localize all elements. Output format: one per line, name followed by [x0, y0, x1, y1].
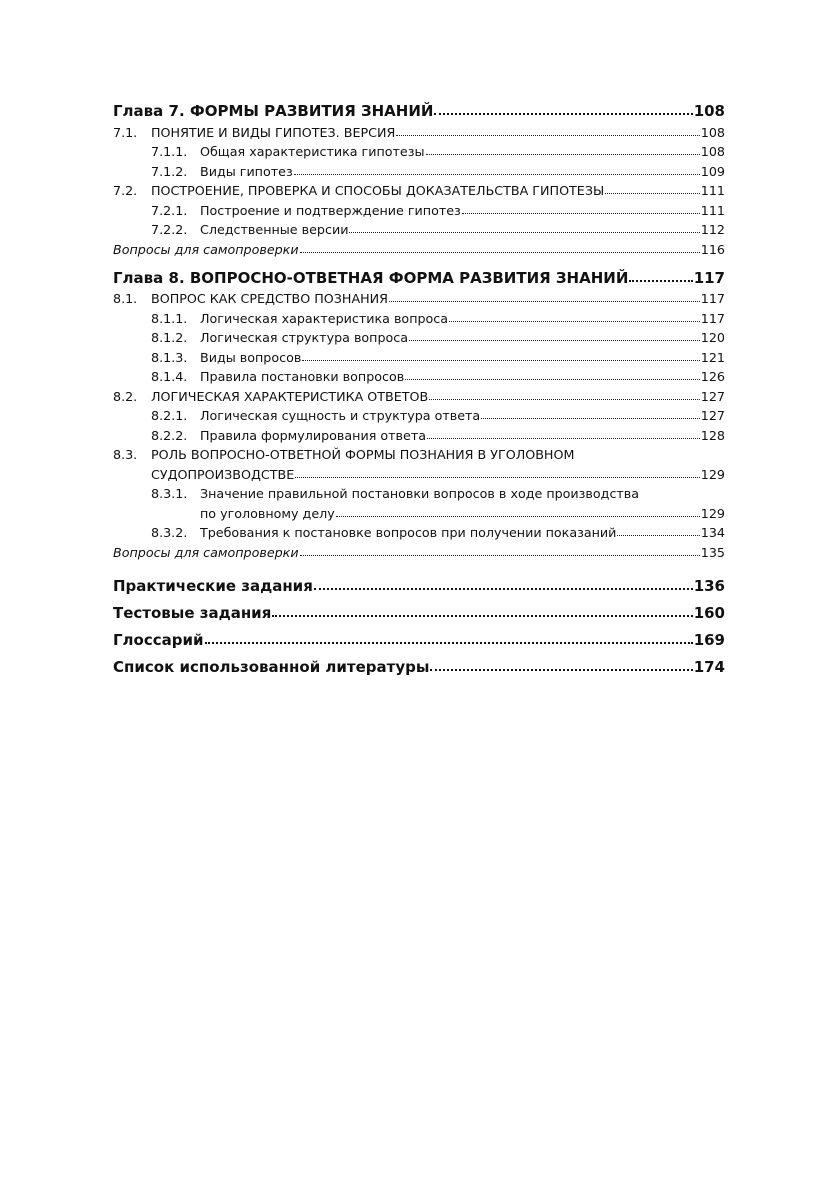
toc-subsection-7-2-2[interactable]	[113, 218, 725, 238]
toc-entry-title: Виды гипотез	[200, 163, 293, 179]
dot-leader	[429, 399, 700, 400]
dot-leader	[302, 360, 699, 361]
toc-subsection-7-1-1[interactable]	[113, 140, 725, 160]
toc-entry-number: 7.2.	[113, 183, 138, 198]
toc-subsection-8-1-4[interactable]	[113, 365, 725, 385]
dot-leader	[481, 418, 700, 419]
toc-page-number: 129	[700, 466, 725, 482]
toc-page-number: 108	[700, 124, 725, 140]
toc-entry-number: 8.1.4.	[151, 369, 188, 384]
toc-page-number: 117	[693, 268, 725, 287]
toc-page-number: 129	[700, 505, 725, 521]
toc-page-number: 135	[700, 544, 725, 560]
dot-leader	[300, 555, 700, 556]
dot-leader	[300, 252, 700, 253]
toc-page-number: 128	[700, 427, 725, 443]
toc-page-number: 108	[700, 144, 725, 159]
dot-leader	[295, 477, 700, 478]
dot-leader	[605, 193, 700, 194]
toc-page-number: 127	[700, 408, 725, 423]
toc-subsection-8-2-1[interactable]	[113, 404, 725, 424]
toc-page-number: 136	[693, 576, 725, 595]
toc-subsection-8-1-1[interactable]	[113, 306, 725, 326]
toc-page-number: 111	[700, 183, 725, 198]
toc-page-number: 108	[693, 102, 725, 120]
toc-entry-number: 7.2.1.	[151, 202, 188, 218]
toc-chapter-8[interactable]	[113, 263, 725, 287]
toc-subsection-8-1-2[interactable]	[113, 326, 725, 346]
dot-leader	[629, 280, 692, 282]
toc-page-number: 116	[700, 241, 725, 257]
toc-section-8-3[interactable]	[113, 443, 725, 482]
dot-leader	[427, 438, 700, 439]
toc-page-number: 126	[700, 369, 725, 384]
toc-entry-title: Правила постановки вопросов	[200, 369, 405, 384]
toc-entry-title: Логическая структура вопроса	[200, 330, 409, 345]
toc-page-number: 109	[700, 163, 725, 179]
toc-section-8-1[interactable]	[113, 287, 725, 307]
dot-leader	[272, 615, 692, 617]
dot-leader	[336, 516, 700, 517]
toc-section-7-1[interactable]	[113, 120, 725, 140]
toc-entry-number: 8.2.	[113, 388, 138, 404]
toc-page-number: 117	[700, 310, 725, 326]
toc-entry-number: 8.1.1.	[151, 310, 188, 326]
toc-entry-number: 8.1.2.	[151, 330, 188, 345]
dot-leader	[462, 213, 700, 214]
toc-subsection-8-2-2[interactable]	[113, 423, 725, 443]
toc-page-number: 127	[700, 388, 725, 404]
toc-entry-title: Вопросы для самопроверки	[113, 241, 299, 257]
toc-page-number: 117	[700, 291, 725, 306]
toc-page-number: 121	[700, 349, 725, 365]
toc-entry-number: 8.2.1.	[151, 408, 188, 423]
dot-leader	[314, 588, 693, 590]
dot-leader	[617, 535, 699, 536]
toc-entry-title: Логическая характеристика вопроса	[200, 310, 449, 326]
dot-leader	[349, 232, 699, 233]
dot-leader	[409, 340, 700, 341]
dot-leader	[389, 301, 700, 302]
toc-entry-title: Виды вопросов	[200, 349, 302, 365]
toc-literature[interactable]	[113, 649, 725, 676]
toc-entry-title: Логическая сущность и структура ответа	[200, 408, 481, 423]
toc-section-7-2[interactable]	[113, 179, 725, 199]
toc-entry-number: 8.2.2.	[151, 427, 188, 443]
dot-leader	[205, 642, 693, 644]
toc-page-number: 169	[693, 630, 725, 649]
toc-page-number: 174	[693, 657, 725, 676]
toc-self-check-7[interactable]	[113, 237, 725, 257]
toc-page-number: 160	[693, 603, 725, 622]
dot-leader	[294, 174, 700, 175]
toc-entry-number: 7.2.2.	[151, 222, 188, 237]
table-of-contents	[113, 96, 725, 676]
dot-leader	[426, 154, 700, 155]
toc-entry-title: Следственные версии	[200, 222, 349, 237]
toc-test-tasks[interactable]	[113, 595, 725, 622]
toc-self-check-8[interactable]	[113, 540, 725, 560]
toc-page-number: 120	[700, 330, 725, 345]
toc-entry-title-line-1: Значение правильной постановки вопросов в ходе производства	[200, 486, 640, 501]
toc-entry-title-line-2: по уголовному делу	[200, 505, 335, 521]
toc-glossary[interactable]	[113, 622, 725, 649]
toc-subsection-7-1-2[interactable]	[113, 159, 725, 179]
toc-subsection-8-3-1[interactable]	[113, 482, 725, 521]
toc-entry-number: 8.3.1.	[151, 486, 188, 501]
toc-entry-title: ЛОГИЧЕСКАЯ ХАРАКТЕРИСТИКА ОТВЕТОВ	[151, 388, 429, 404]
toc-entry-title: Вопросы для самопроверки	[113, 544, 299, 560]
toc-entry-title: Глоссарий	[113, 630, 204, 649]
toc-entry-title: Правила формулирования ответа	[200, 427, 426, 443]
toc-entry-title: Глава 8. ВОПРОСНО-ОТВЕТНАЯ ФОРМА РАЗВИТИЯ ЗНАНИЙ	[113, 268, 629, 287]
toc-entry-title-line-1: РОЛЬ ВОПРОСНО-ОТВЕТНОЙ ФОРМЫ ПОЗНАНИЯ В УГОЛОВНОМ	[151, 447, 575, 462]
toc-entry-title: ВОПРОС КАК СРЕДСТВО ПОЗНАНИЯ	[151, 291, 388, 306]
toc-entry-number: 8.3.	[113, 447, 138, 462]
toc-practical-tasks[interactable]	[113, 568, 725, 595]
toc-subsection-7-2-1[interactable]	[113, 198, 725, 218]
toc-entry-title: Построение и подтверждение гипотез	[200, 202, 461, 218]
dot-leader	[449, 321, 700, 322]
toc-page-number: 111	[700, 202, 725, 218]
toc-subsection-8-3-2[interactable]	[113, 521, 725, 541]
toc-entry-title: Список использованной литературы	[113, 657, 430, 676]
toc-entry-number: 8.1.3.	[151, 349, 188, 365]
toc-entry-number: 7.1.1.	[151, 144, 188, 159]
toc-entry-number: 7.1.2.	[151, 163, 188, 179]
toc-page-number: 112	[700, 222, 725, 237]
toc-entry-title: Требования к постановке вопросов при получении показаний	[200, 525, 617, 540]
toc-entry-number: 7.1.	[113, 124, 138, 140]
dot-leader	[434, 113, 692, 115]
toc-entry-title: Практические задания	[113, 576, 313, 595]
toc-entry-title: ПОСТРОЕНИЕ, ПРОВЕРКА И СПОСОБЫ ДОКАЗАТЕЛЬСТВА ГИПОТЕЗЫ	[151, 183, 605, 198]
dot-leader	[405, 379, 700, 380]
toc-entry-title: Тестовые задания	[113, 603, 272, 622]
toc-entry-title-line-2: СУДОПРОИЗВОДСТВЕ	[151, 466, 295, 482]
dot-leader	[430, 669, 692, 671]
toc-entry-number: 8.3.2.	[151, 525, 188, 540]
toc-page-number: 134	[700, 525, 725, 540]
toc-section-8-2[interactable]	[113, 384, 725, 404]
toc-entry-number: 8.1.	[113, 291, 138, 306]
toc-chapter-7[interactable]	[113, 96, 725, 120]
toc-entry-title: Общая характеристика гипотезы	[200, 144, 425, 159]
dot-leader	[396, 135, 699, 136]
toc-entry-title: ПОНЯТИЕ И ВИДЫ ГИПОТЕЗ. ВЕРСИЯ	[151, 124, 396, 140]
toc-entry-title: Глава 7. ФОРМЫ РАЗВИТИЯ ЗНАНИЙ	[113, 102, 434, 120]
toc-subsection-8-1-3[interactable]	[113, 345, 725, 365]
